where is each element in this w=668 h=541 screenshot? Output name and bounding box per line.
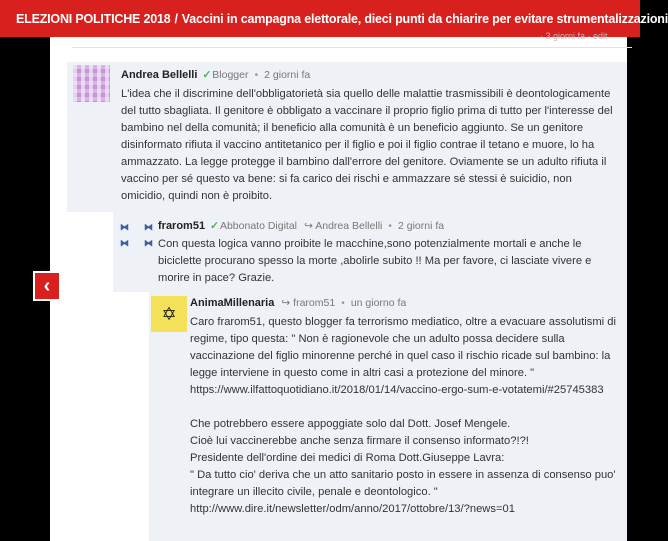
badge-label: Abbonato Digital bbox=[219, 220, 298, 232]
comment bbox=[67, 62, 627, 212]
paragraph: Caro frarom51, questo blogger fa terrorismo mediatico, oltre a evacuare assolutismi di regime, tipo questa: " Non è ragionevole che un adulto possa decidere sulla vaccinazione del figlio minorenne perché in quel caso il rischio ricade sul bambino: la legge interviene in questo come in altri casi a protezione del minore. " https://www.ilfattoquotidiano.it/2018/01/14/vaccino-ergo-sum-e-votatemi/#25745383 bbox=[190, 316, 616, 396]
check-icon: ✓ bbox=[210, 220, 219, 232]
headline-separator: / bbox=[174, 11, 178, 26]
check-icon: ✓ bbox=[202, 69, 212, 81]
chevron-left-icon: ‹ bbox=[43, 274, 51, 297]
reply-arrow-icon: ↪ bbox=[304, 220, 313, 232]
comment-text: L'idea che il discrimine dell'obbligatorietà sia quello delle malattie trasmissibili è deontologicamente del tutto sbagliata. Il genitore è obbligato a vaccinare il proprio figlio prima di tutto per l'interesse del bambino nel della comunità; il beneficio alla comunità è un beneficio aggiunto. Se un genitore disinformato rifiuta il vaccino antitetanico per il figlio e poi il figlio contrae il tetano e muore, lo ha ammazzato. La legge protegge il bambino dall'errore del genitore. Oviamente se un adulto rifiuta il vaccino per sé questo va bene: si fa carico dei rischi e ammazzare sé stessi è suicidio, non omicidio, quindi non è proibito. bbox=[121, 88, 613, 202]
comment-text bbox=[190, 314, 620, 518]
author-badge bbox=[210, 220, 297, 232]
comment-header bbox=[190, 297, 406, 309]
link-text[interactable]: http://www.dire.it/newsletter/odm/anno/2017/ottobre/13/?news=01 bbox=[190, 503, 515, 515]
comment-author[interactable]: frarom51 bbox=[158, 220, 206, 232]
comment-reply bbox=[149, 292, 627, 541]
reply-to[interactable] bbox=[281, 297, 335, 309]
back-arrow-button[interactable] bbox=[33, 271, 61, 301]
comment-header bbox=[158, 220, 444, 232]
separator-dot: • bbox=[388, 221, 392, 232]
separator-dot: • bbox=[341, 298, 345, 309]
comments-panel bbox=[50, 31, 627, 541]
article-title: Vaccini in campagna elettorale, dieci punti da chiarire per evitare strumentalizzazioni bbox=[181, 11, 668, 26]
upvote-icon[interactable]: ⧓ bbox=[120, 222, 129, 232]
avatar[interactable] bbox=[151, 296, 187, 332]
avatar[interactable] bbox=[73, 65, 110, 102]
separator-dot: • bbox=[254, 70, 259, 81]
paragraph: Cioè lui vaccinerebbe anche senza firmare il consenso informato?!?! bbox=[190, 435, 529, 447]
comment-time[interactable]: un giorno fa bbox=[350, 297, 407, 309]
star-of-david-icon: ✡ bbox=[161, 303, 177, 324]
paragraph: Che potrebbero essere appoggiate solo dal Dott. Josef Mengele. bbox=[190, 418, 511, 430]
comment-header bbox=[121, 69, 310, 81]
paragraph-gap bbox=[190, 399, 620, 416]
comment-text: Con questa logica vanno proibite le macchine,sono potenzialmente mortali e anche le biciclette procurano spesso la morte ,abolirle subito !! Ma per favore, ci lasciate vivere e morire in pace? Grazie. bbox=[158, 238, 592, 284]
author-badge bbox=[202, 69, 248, 81]
paragraph: Presidente dell'ordine dei medici di Roma Dott.Giuseppe Lavra: bbox=[190, 452, 505, 464]
section-label: ELEZIONI POLITICHE 2018 bbox=[16, 11, 171, 26]
right-margin bbox=[627, 37, 640, 541]
divider bbox=[72, 47, 632, 48]
reply-to-name: frarom51 bbox=[293, 297, 336, 309]
previous-comment-tail: · 3 giorni fa · edit bbox=[540, 31, 608, 41]
badge-label: Blogger bbox=[212, 69, 249, 81]
reply-to[interactable] bbox=[304, 220, 382, 232]
comment-time[interactable]: 2 giorni fa bbox=[398, 220, 445, 232]
paragraph: " Da tutto cio' deriva che un atto sanitario posto in essere in assenza di consenso puo' integrare un illecito civile, penale e deontologico. " bbox=[190, 469, 616, 498]
comment-author[interactable]: Andrea Bellelli bbox=[121, 69, 198, 81]
upvote-icon[interactable]: ⧓ bbox=[120, 238, 129, 248]
reply-arrow-icon: ↪ bbox=[281, 297, 291, 309]
downvote-icon[interactable]: ⧓ bbox=[144, 238, 153, 248]
article-headline[interactable] bbox=[0, 12, 668, 26]
reply-to-name: Andrea Bellelli bbox=[315, 220, 383, 232]
comment-reply bbox=[113, 212, 627, 292]
downvote-icon[interactable]: ⧓ bbox=[144, 222, 153, 232]
comment-author[interactable]: AnimaMillenaria bbox=[190, 297, 275, 309]
comment-time[interactable]: 2 giorni fa bbox=[264, 69, 311, 81]
